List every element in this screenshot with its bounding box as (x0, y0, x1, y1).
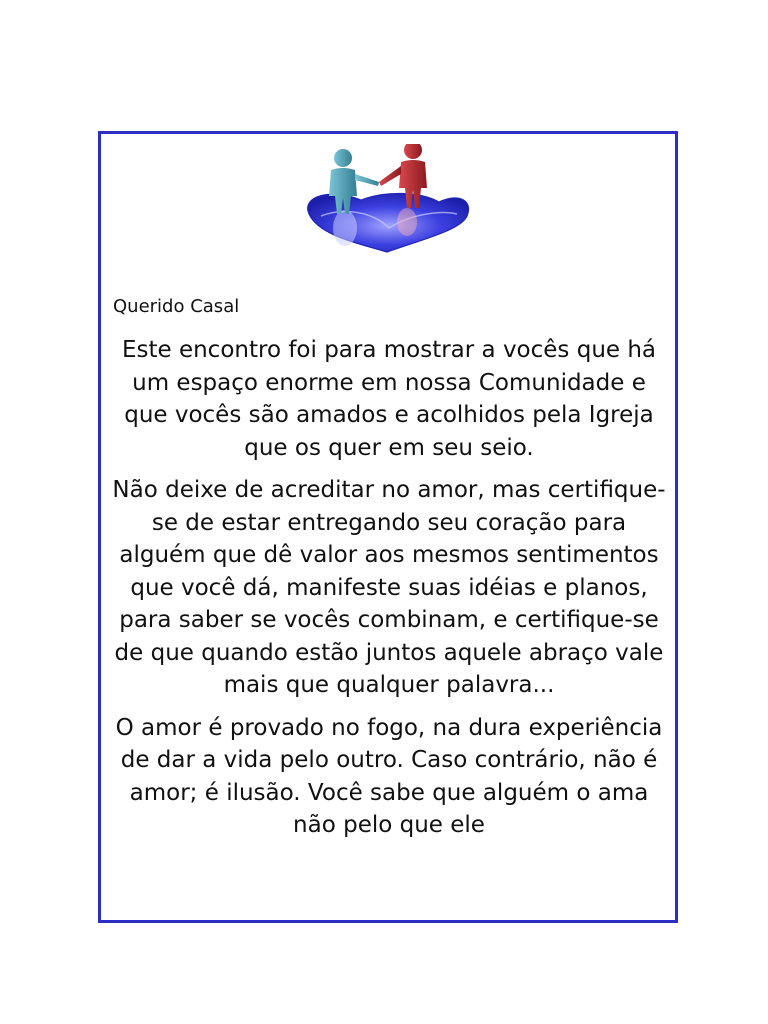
couple-heart-icon (301, 144, 481, 256)
letter-body (109, 334, 669, 852)
salutation: Querido Casal (113, 296, 240, 317)
letter-frame (98, 131, 678, 923)
paragraph-welcome: Este encontro foi para mostrar a vocês que há um espaço enorme em nossa Comunidade e que vocês são amados e acolhidos pela Igreja que os quer em seu seio. (121, 337, 657, 461)
paragraph-love-tested: O amor é provado no fogo, na dura experiência de dar a vida pelo outro. Caso contrário, não é amor; é ilusão. Você sabe que alguém o ama não pelo que ele (115, 714, 663, 838)
paragraph-love-advice: Não deixe de acreditar no amor, mas certifique-se de estar entregando seu coração para alguém que dê valor aos mesmos sentimentos que você dá, manifeste suas idéias e planos, para saber se vocês combinam, e certifique-se de que quando estão juntos aquele abraço vale mais que qualquer palavra... (112, 477, 666, 698)
